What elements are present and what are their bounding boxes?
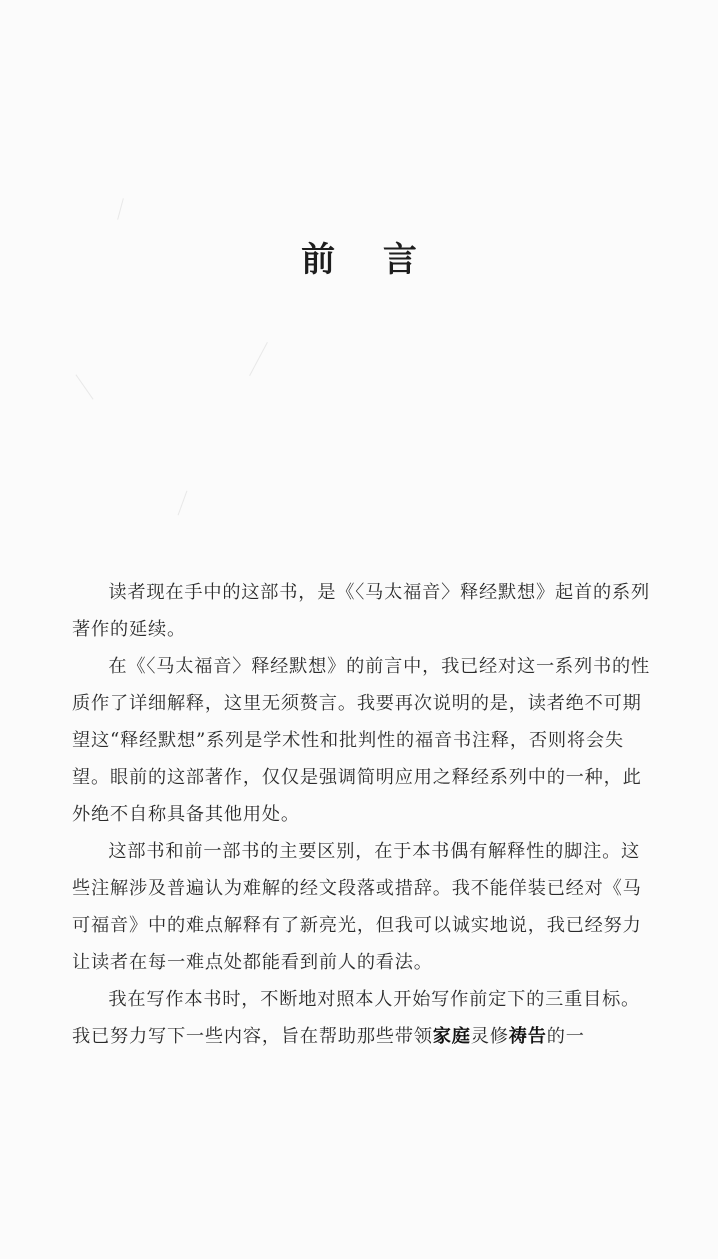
- paragraph-1: 读者现在手中的这部书，是《〈马太福音〉释经默想》起首的系列著作的延续。: [72, 582, 650, 640]
- paragraph-4-text-end: 的一: [546, 1026, 585, 1047]
- emphasis-prayer: 祷告: [508, 1026, 547, 1047]
- scan-mark: [249, 342, 268, 376]
- scan-mark: [75, 374, 93, 399]
- paragraph-3: 这部书和前一部书的主要区别，在于本书偶有解释性的脚注。这些注解涉及普遍认为难解的经文段落或措辞。我不能佯装已经对《马可福音》中的难点解释有了新亮光，但我可以诚实地说，我已经努力让读者在每一难点处都能看到前人的看法。: [72, 841, 642, 973]
- scan-mark: [178, 491, 188, 516]
- paragraph-4-text-middle: 灵修: [470, 1026, 509, 1047]
- preface-body: [72, 574, 650, 1055]
- paragraph-2: 在《〈马太福音〉释经默想》的前言中，我已经对这一系列书的性质作了详细解释，这里无须赘言。我要再次说明的是，读者绝不可期望这“释经默想”系列是学术性和批判性的福音书注释，否则将会失望。眼前的这部著作，仅仅是强调简明应用之释经系列中的一种，此外绝不自称具备其他用处。: [72, 656, 650, 825]
- paragraph-4-text-start: 我在写作本书时，不断地对照本人开始写作前定下的三重目标。我已努力写下一些内容，旨在帮助那些带领: [72, 989, 641, 1047]
- scan-mark: [117, 198, 124, 220]
- emphasis-family: 家庭: [432, 1026, 471, 1047]
- paragraph-4: [72, 981, 650, 1055]
- page-title: 前 言: [301, 240, 435, 280]
